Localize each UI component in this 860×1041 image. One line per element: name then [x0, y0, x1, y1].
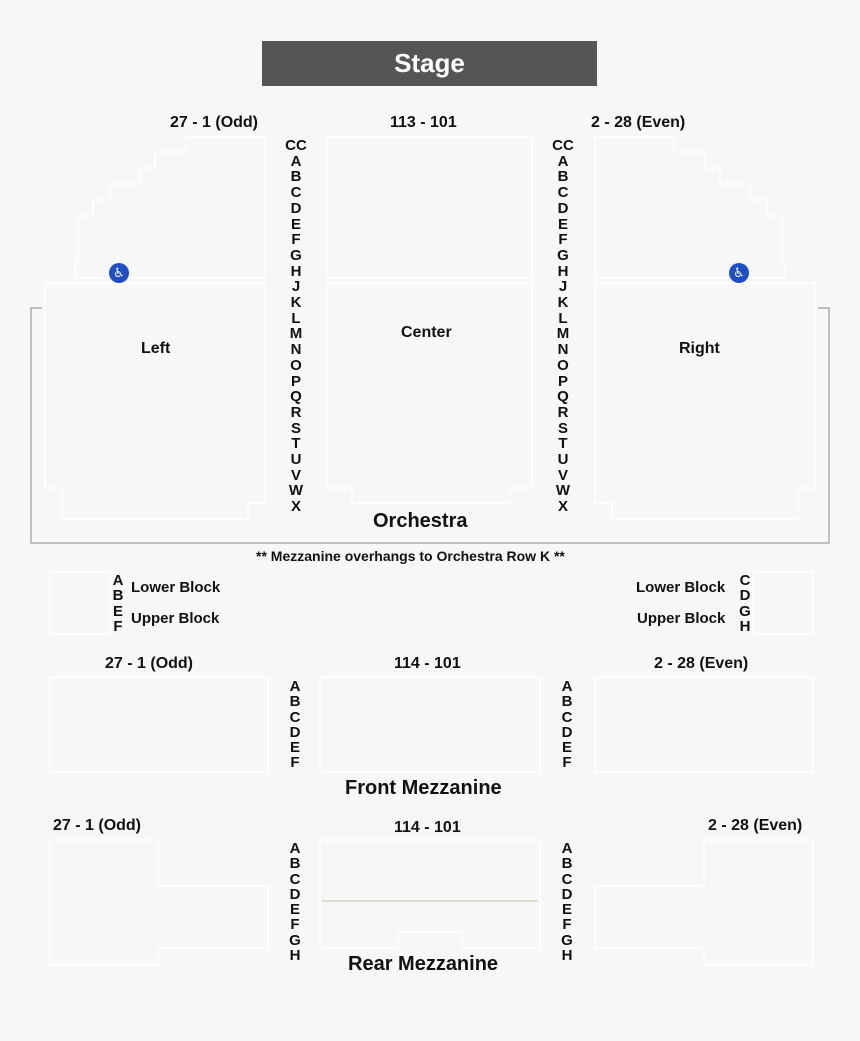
- box-left-upper-label: Upper Block: [131, 610, 220, 627]
- row-letter: F: [562, 754, 572, 772]
- row-letter: H: [557, 262, 569, 280]
- fm-row-letters-right: [557, 679, 577, 771]
- row-letter: E: [112, 603, 123, 620]
- orch-right-range: 2 - 28 (Even): [591, 114, 686, 131]
- orch-right-upper-section: [595, 137, 785, 278]
- box-left-upper-rows: [108, 604, 128, 635]
- row-letter: J: [291, 278, 301, 296]
- row-letter: CC: [552, 137, 574, 154]
- row-letter: V: [290, 466, 301, 484]
- rear-mezzanine-title: Rear Mezzanine: [348, 953, 499, 975]
- orch-left-upper-section: [75, 137, 265, 278]
- row-letter: Q: [557, 388, 569, 406]
- row-letter: B: [289, 855, 301, 873]
- row-letter: F: [290, 754, 300, 772]
- row-letter: C: [557, 184, 569, 202]
- row-letter: E: [557, 215, 568, 233]
- row-letter: B: [561, 693, 573, 711]
- row-letter: L: [558, 309, 568, 327]
- row-letter: T: [291, 435, 301, 453]
- row-letter: A: [561, 840, 573, 857]
- row-letter: B: [557, 168, 569, 186]
- fm-right-range: 2 - 28 (Even): [654, 655, 749, 672]
- rm-row-letters-right: [557, 841, 577, 963]
- row-letter: E: [289, 739, 300, 757]
- orch-left-range: 27 - 1 (Odd): [170, 114, 259, 131]
- row-letter: B: [561, 855, 573, 873]
- row-letter: D: [290, 199, 302, 217]
- box-left: [50, 572, 110, 634]
- row-letter: O: [290, 356, 302, 374]
- row-letter: A: [112, 572, 124, 589]
- row-letter: V: [557, 466, 568, 484]
- row-letter: R: [557, 403, 569, 421]
- row-letter: G: [290, 246, 302, 264]
- row-letter: U: [290, 451, 302, 469]
- row-letter: M: [289, 325, 303, 343]
- row-letter: C: [739, 572, 751, 589]
- row-letter: X: [290, 498, 301, 516]
- row-letter: A: [557, 152, 569, 170]
- orch-row-letters-left: [281, 138, 311, 515]
- row-letter: W: [555, 482, 571, 500]
- row-letter: X: [557, 498, 568, 516]
- box-left-lower-label: Lower Block: [131, 579, 221, 596]
- rm-center-range: 114 - 101: [394, 819, 461, 836]
- fm-center-section: [320, 677, 540, 772]
- row-letter: N: [557, 341, 569, 359]
- box-right-upper-rows: [735, 604, 755, 635]
- orch-right-label: Right: [679, 340, 720, 357]
- row-letter: D: [289, 723, 301, 741]
- row-letter: F: [291, 231, 301, 249]
- row-letter: O: [557, 356, 569, 374]
- row-letter: H: [739, 618, 751, 636]
- row-letter: A: [289, 678, 301, 695]
- orch-center-range: 113 - 101: [390, 114, 457, 131]
- row-letter: J: [558, 278, 568, 296]
- rm-row-letters-left: [285, 841, 305, 963]
- box-right-upper-label: Upper Block: [637, 610, 726, 627]
- wheelchair-icon: ♿: [109, 263, 129, 283]
- row-letter: C: [561, 870, 573, 888]
- row-letter: U: [557, 451, 569, 469]
- row-letter: S: [290, 419, 301, 437]
- row-letter: D: [561, 885, 573, 903]
- row-letter: G: [739, 603, 751, 620]
- row-letter: N: [290, 341, 302, 359]
- orch-left-label: Left: [141, 340, 171, 357]
- orch-center-upper-section: [327, 137, 532, 278]
- row-letter: G: [289, 931, 301, 949]
- orch-right-lower-section: [595, 283, 815, 519]
- row-letter: C: [289, 708, 301, 726]
- row-letter: D: [557, 199, 569, 217]
- row-letter: F: [113, 618, 123, 636]
- row-letter: Q: [290, 388, 302, 406]
- orchestra-title: Orchestra: [373, 510, 468, 532]
- mezzanine-note: ** Mezzanine overhangs to Orchestra Row K **: [256, 548, 565, 564]
- orch-center-label: Center: [401, 324, 452, 341]
- orch-center-lower-section: [327, 283, 532, 503]
- row-letter: P: [557, 372, 568, 390]
- box-right-lower-rows: [735, 573, 755, 604]
- row-letter: W: [288, 482, 304, 500]
- row-letter: L: [291, 309, 301, 327]
- row-letter: E: [290, 215, 301, 233]
- front-mezzanine-title: Front Mezzanine: [345, 777, 502, 799]
- orch-row-letters-right: [548, 138, 578, 515]
- rm-left-range: 27 - 1 (Odd): [53, 817, 142, 834]
- row-letter: F: [562, 916, 572, 934]
- row-letter: T: [558, 435, 568, 453]
- row-letter: C: [290, 184, 302, 202]
- row-letter: G: [561, 931, 573, 949]
- rm-right-section: [595, 840, 813, 965]
- row-letter: M: [556, 325, 570, 343]
- stage: Stage: [262, 41, 597, 86]
- row-letter: C: [561, 708, 573, 726]
- row-letter: E: [561, 901, 572, 919]
- row-letter: F: [558, 231, 568, 249]
- row-letter: A: [561, 678, 573, 695]
- wheelchair-icon: ♿: [729, 263, 749, 283]
- fm-right-section: [595, 677, 813, 772]
- fm-left-section: [50, 677, 268, 772]
- row-letter: E: [289, 901, 300, 919]
- row-letter: H: [561, 947, 573, 965]
- row-letter: G: [557, 246, 569, 264]
- row-letter: H: [290, 262, 302, 280]
- fm-center-range: 114 - 101: [394, 655, 461, 672]
- row-letter: CC: [285, 137, 307, 154]
- row-letter: D: [739, 587, 751, 605]
- row-letter: K: [290, 294, 302, 312]
- row-letter: E: [561, 739, 572, 757]
- row-letter: B: [289, 693, 301, 711]
- row-letter: F: [290, 916, 300, 934]
- box-right: [753, 572, 813, 634]
- orch-left-lower-section: [45, 283, 265, 519]
- row-letter: A: [290, 152, 302, 170]
- rm-center-section: [320, 840, 540, 948]
- row-letter: B: [112, 587, 124, 605]
- row-letter: C: [289, 870, 301, 888]
- row-letter: S: [557, 419, 568, 437]
- row-letter: D: [289, 885, 301, 903]
- fm-row-letters-left: [285, 679, 305, 771]
- box-left-lower-rows: [108, 573, 128, 604]
- row-letter: D: [561, 723, 573, 741]
- rm-right-range: 2 - 28 (Even): [708, 817, 803, 834]
- row-letter: A: [289, 840, 301, 857]
- row-letter: P: [290, 372, 301, 390]
- row-letter: B: [290, 168, 302, 186]
- box-right-lower-label: Lower Block: [636, 579, 726, 596]
- row-letter: R: [290, 403, 302, 421]
- row-letter: K: [557, 294, 569, 312]
- fm-left-range: 27 - 1 (Odd): [105, 655, 194, 672]
- row-letter: H: [289, 947, 301, 965]
- rm-left-section: [50, 840, 268, 965]
